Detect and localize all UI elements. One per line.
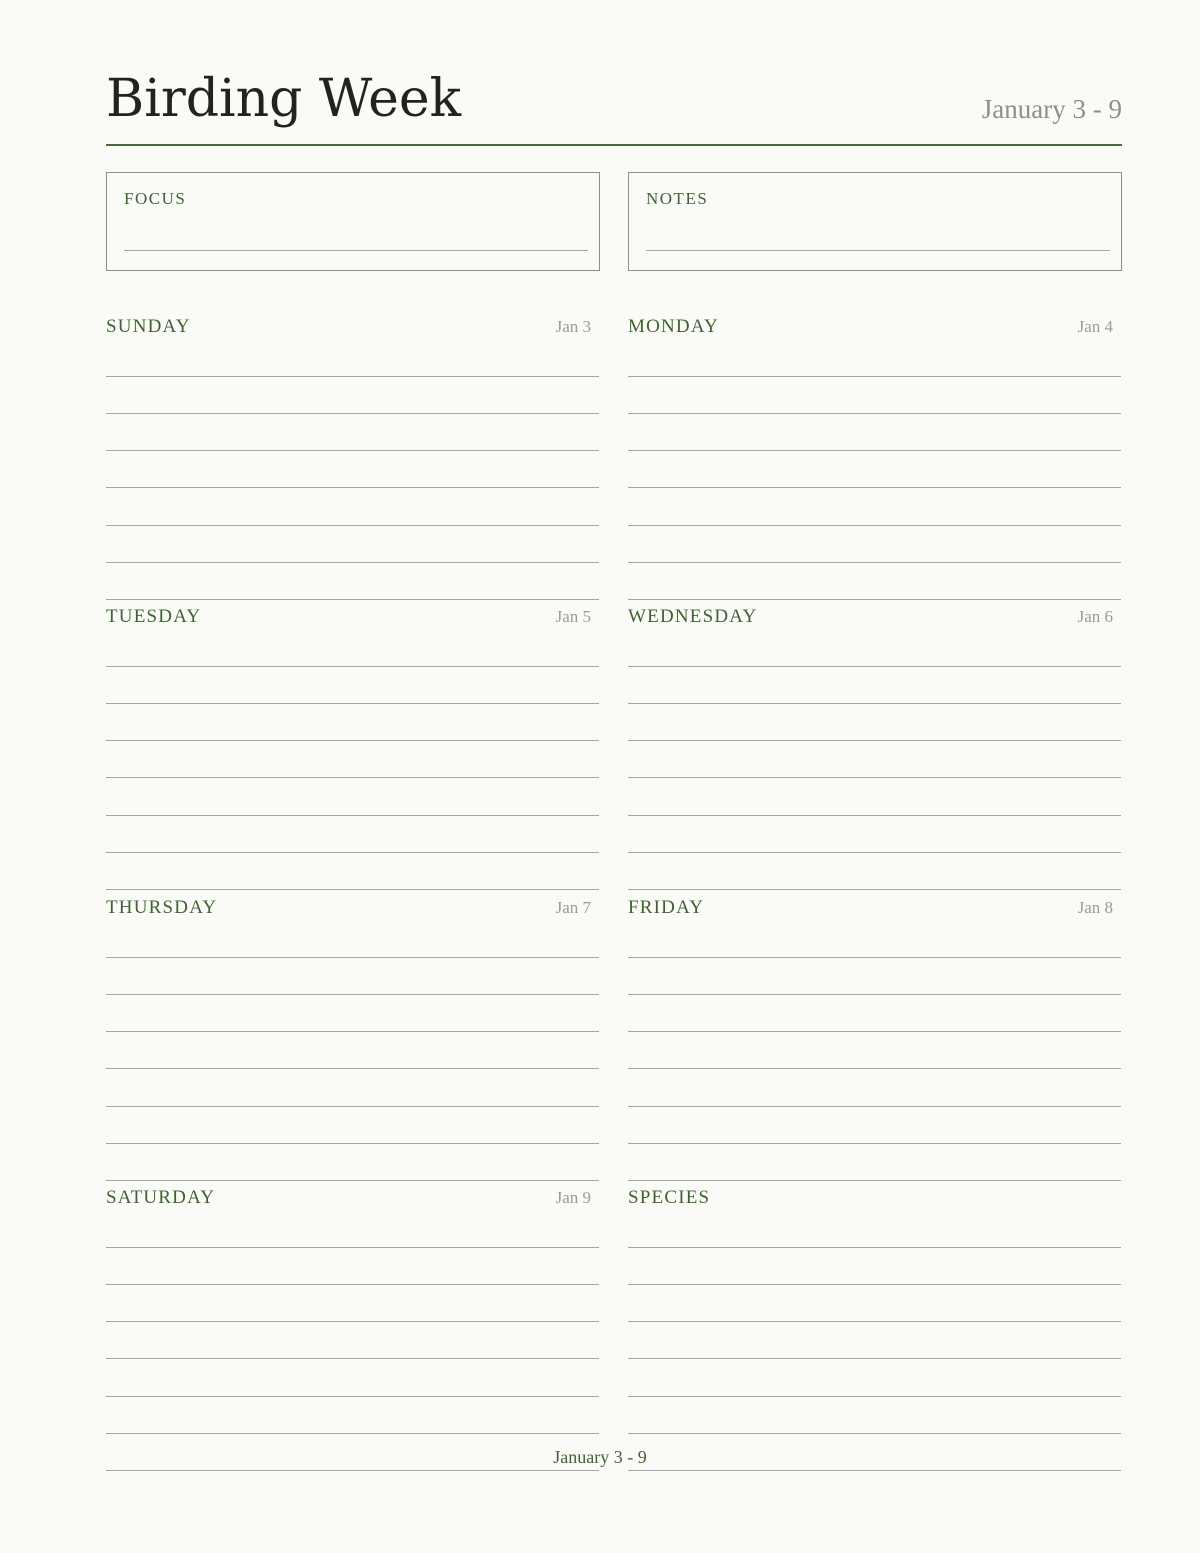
writing-line[interactable] <box>106 376 599 377</box>
writing-line[interactable] <box>106 740 599 741</box>
day-name: SUNDAY <box>106 316 191 337</box>
writing-line[interactable] <box>628 1247 1121 1248</box>
writing-line[interactable] <box>106 1143 599 1144</box>
writing-line[interactable] <box>106 1321 599 1322</box>
day-name: FRIDAY <box>628 897 705 918</box>
day-section-sunday <box>106 300 599 590</box>
focus-label: FOCUS <box>124 189 187 208</box>
footer-date-range: January 3 - 9 <box>553 1447 647 1467</box>
writing-line[interactable] <box>106 1031 599 1032</box>
page-title: Birding Week <box>106 69 462 129</box>
writing-line[interactable] <box>628 1321 1121 1322</box>
notes-writing-line[interactable] <box>646 250 1110 251</box>
writing-line[interactable] <box>106 994 599 995</box>
writing-line[interactable] <box>628 376 1121 377</box>
writing-line[interactable] <box>628 1031 1121 1032</box>
day-name: SATURDAY <box>106 1187 216 1208</box>
day-date: Jan 5 <box>555 607 591 626</box>
day-name: THURSDAY <box>106 897 218 918</box>
day-section-saturday <box>106 1171 599 1461</box>
writing-line[interactable] <box>628 1433 1121 1434</box>
writing-line[interactable] <box>628 413 1121 414</box>
writing-line[interactable] <box>106 852 599 853</box>
writing-line[interactable] <box>106 1284 599 1285</box>
writing-line[interactable] <box>628 450 1121 451</box>
writing-line[interactable] <box>106 1068 599 1069</box>
day-date: Jan 3 <box>555 317 591 336</box>
writing-line[interactable] <box>106 562 599 563</box>
writing-line[interactable] <box>628 666 1121 667</box>
header-divider <box>106 144 1122 146</box>
writing-line[interactable] <box>628 703 1121 704</box>
species-section <box>628 1171 1121 1461</box>
notes-label: NOTES <box>646 189 709 208</box>
day-section-tuesday <box>106 590 599 880</box>
day-name: WEDNESDAY <box>628 606 758 627</box>
writing-line[interactable] <box>106 666 599 667</box>
writing-line[interactable] <box>628 815 1121 816</box>
writing-line[interactable] <box>628 740 1121 741</box>
writing-line[interactable] <box>628 525 1121 526</box>
writing-line[interactable] <box>628 562 1121 563</box>
day-section-friday <box>628 881 1121 1171</box>
day-date: Jan 8 <box>1077 898 1113 917</box>
writing-line[interactable] <box>106 1106 599 1107</box>
writing-line[interactable] <box>628 1470 1121 1471</box>
focus-writing-line[interactable] <box>124 250 588 251</box>
day-name: TUESDAY <box>106 606 202 627</box>
writing-line[interactable] <box>106 525 599 526</box>
writing-line[interactable] <box>106 413 599 414</box>
writing-line[interactable] <box>106 487 599 488</box>
writing-line[interactable] <box>628 1284 1121 1285</box>
day-date: Jan 6 <box>1077 607 1113 626</box>
writing-line[interactable] <box>628 487 1121 488</box>
day-section-wednesday <box>628 590 1121 880</box>
writing-line[interactable] <box>628 957 1121 958</box>
writing-line[interactable] <box>628 994 1121 995</box>
writing-line[interactable] <box>106 1396 599 1397</box>
writing-line[interactable] <box>106 450 599 451</box>
day-date: Jan 7 <box>555 898 591 917</box>
writing-line[interactable] <box>106 1247 599 1248</box>
writing-line[interactable] <box>628 1358 1121 1359</box>
focus-box[interactable] <box>106 172 600 271</box>
writing-line[interactable] <box>106 815 599 816</box>
writing-line[interactable] <box>628 852 1121 853</box>
writing-line[interactable] <box>106 957 599 958</box>
day-date: Jan 9 <box>555 1188 591 1207</box>
writing-line[interactable] <box>628 1068 1121 1069</box>
day-name: MONDAY <box>628 316 719 337</box>
writing-line[interactable] <box>106 1470 599 1471</box>
notes-box[interactable] <box>628 172 1122 271</box>
writing-line[interactable] <box>106 1358 599 1359</box>
day-date: Jan 4 <box>1077 317 1113 336</box>
writing-line[interactable] <box>628 1143 1121 1144</box>
writing-line[interactable] <box>106 1433 599 1434</box>
day-section-monday <box>628 300 1121 590</box>
writing-line[interactable] <box>106 703 599 704</box>
writing-line[interactable] <box>628 1396 1121 1397</box>
writing-line[interactable] <box>628 777 1121 778</box>
date-range: January 3 - 9 <box>981 94 1122 124</box>
day-section-thursday <box>106 881 599 1171</box>
writing-line[interactable] <box>628 1106 1121 1107</box>
species-label: SPECIES <box>628 1187 711 1208</box>
writing-line[interactable] <box>106 777 599 778</box>
